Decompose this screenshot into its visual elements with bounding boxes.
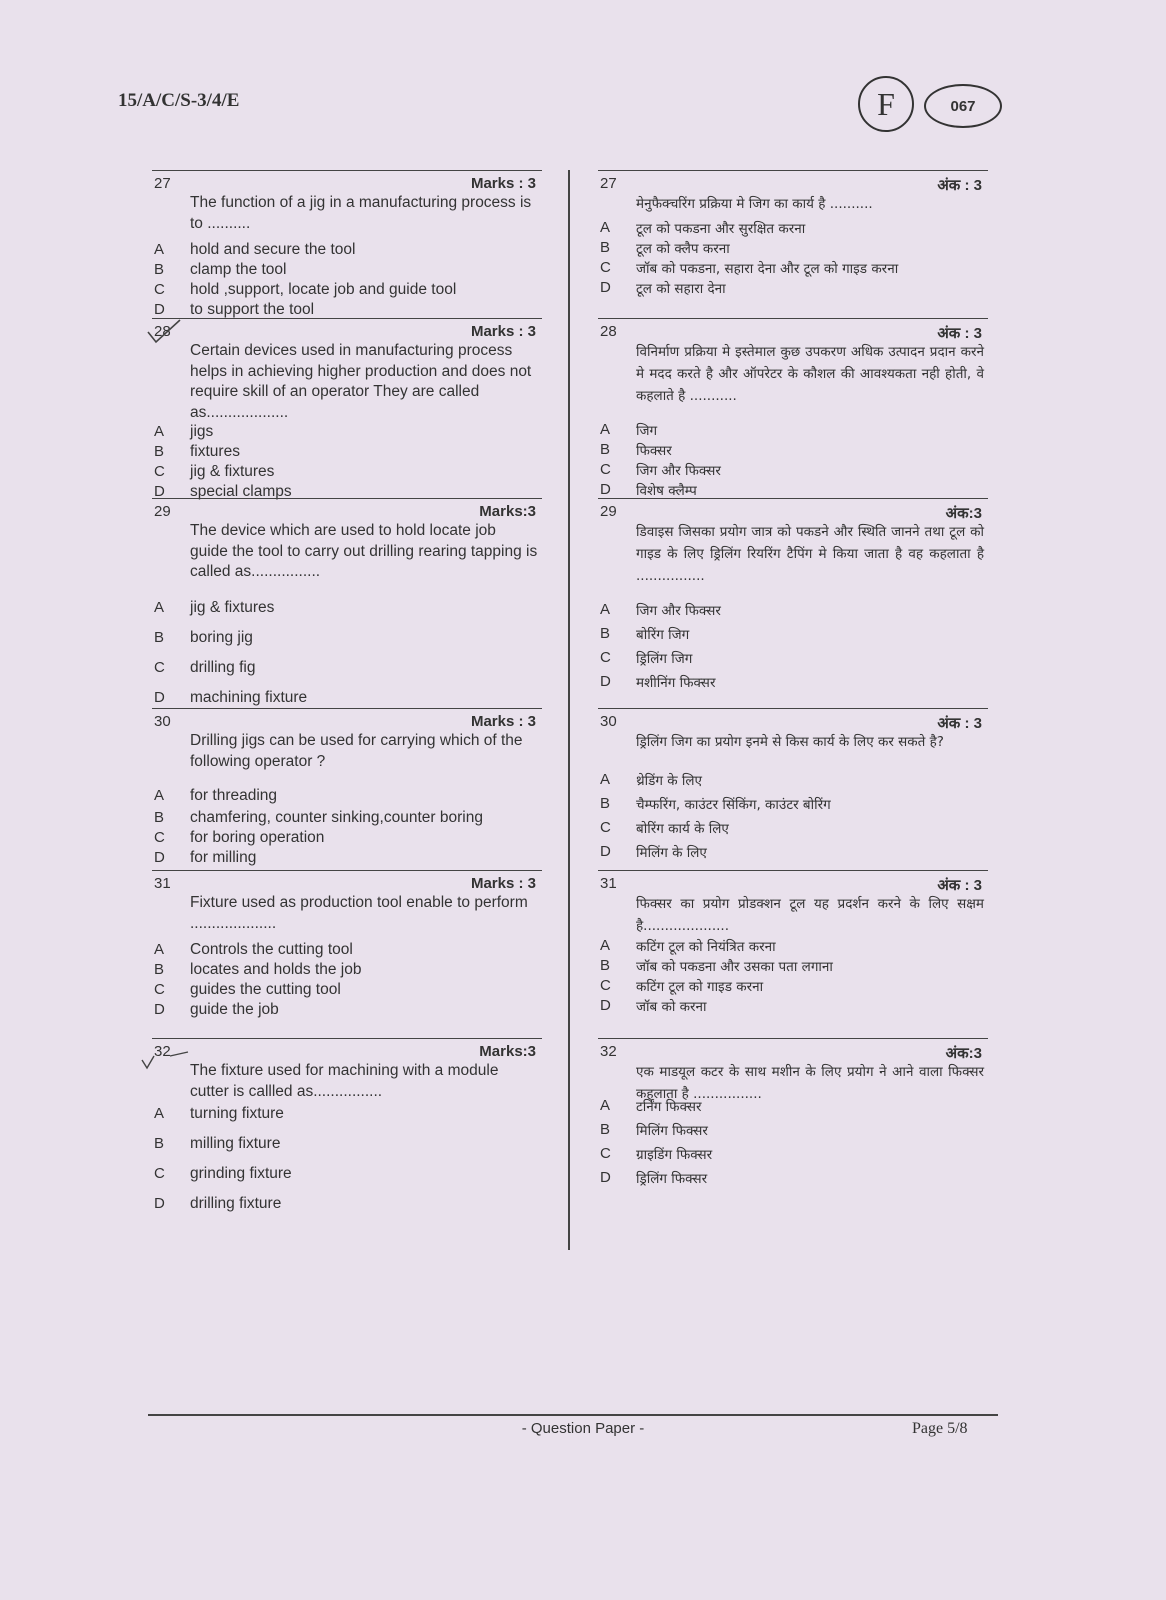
option-text: फिक्सर (636, 443, 672, 459)
question-text: विनिर्माण प्रक्रिया मे इस्तेमाल कुछ उपकरण अधिक उत्पादन प्रदान करने मे मदद करते है और ऑपरेटर के कौशल की आवश्यकता नही होती, वे कहलाते है ........... (636, 344, 984, 404)
option-text: to support the tool (190, 301, 315, 318)
option-c (152, 829, 542, 849)
option-d (598, 997, 988, 1017)
serial-badge: 067 (924, 84, 1002, 128)
question-marks: Marks : 3 (470, 875, 536, 892)
tick-mark-28 (146, 318, 182, 346)
option-d (598, 843, 988, 863)
question-block-31 (152, 870, 542, 1039)
option-letter: C (600, 1145, 611, 1162)
option-text: guides the cutting tool (190, 981, 341, 998)
option-text: टूल को क्लैप करना (636, 241, 730, 257)
option-letter: A (154, 941, 165, 958)
question-number: 27 (154, 175, 171, 192)
question-text: The device which are used to hold locate job guide the tool to carry out drilling rearing tapping is called as................ (190, 522, 538, 580)
option-text: जॉब को करना (636, 999, 707, 1015)
option-letter: D (154, 301, 165, 318)
option-d (598, 279, 988, 299)
option-text: drilling fixture (190, 1195, 282, 1212)
option-text: जॉब को पकडना, सहारा देना और टूल को गाइड करना (636, 261, 899, 277)
question-block-29 (598, 498, 988, 709)
question-marks: अंक:3 (945, 1045, 982, 1062)
option-letter: B (600, 1121, 611, 1138)
question-block-29 (152, 498, 542, 709)
column-divider (568, 170, 570, 1250)
option-letter: A (154, 599, 165, 616)
option-text: ड्रिलिंग फिक्सर (636, 1171, 708, 1187)
option-text: hold and secure the tool (190, 241, 356, 258)
option-b (152, 261, 542, 281)
option-b (598, 239, 988, 259)
option-b (152, 443, 542, 463)
question-marks: अंक:3 (945, 505, 982, 522)
question-text: Fixture used as production tool enable to perform .................... (190, 894, 528, 932)
option-text: बोरिंग कार्य के लिए (636, 821, 729, 837)
option-letter: A (600, 421, 611, 438)
option-text: जिग (636, 423, 658, 439)
option-text: drilling fig (190, 659, 256, 676)
option-letter: B (600, 441, 611, 458)
question-text: Drilling jigs can be used for carrying which of the following operator ? (190, 732, 523, 770)
question-block-28 (598, 318, 988, 499)
option-text: टूल को सहारा देना (636, 281, 726, 297)
option-letter: B (154, 261, 165, 278)
question-marks: अंक : 3 (937, 177, 982, 194)
option-c (152, 1165, 542, 1185)
question-block-32 (598, 1038, 988, 1259)
option-letter: D (600, 1169, 611, 1186)
option-text: जिग और फिक्सर (636, 603, 721, 619)
question-text: मेनुफैक्चरिंग प्रक्रिया मे जिग का कार्य है .......... (636, 196, 873, 212)
option-text: milling fixture (190, 1135, 281, 1152)
option-text: Controls the cutting tool (190, 941, 353, 958)
option-b (152, 1135, 542, 1155)
option-text: locates and holds the job (190, 961, 362, 978)
question-block-28 (152, 318, 542, 499)
option-letter: A (600, 771, 611, 788)
option-text: for boring operation (190, 829, 325, 846)
option-letter: C (154, 981, 165, 998)
option-c (598, 259, 988, 279)
option-text: जिग और फिक्सर (636, 463, 721, 479)
option-text: jig & fixtures (190, 599, 275, 616)
option-letter: A (154, 1105, 165, 1122)
option-text: थ्रेडिंग के लिए (636, 773, 703, 789)
option-letter: D (154, 849, 165, 866)
option-c (152, 463, 542, 483)
option-a (152, 599, 542, 619)
question-number: 31 (600, 875, 617, 892)
question-number: 27 (600, 175, 617, 192)
option-a (598, 937, 988, 957)
option-text: hold ,support, locate job and guide tool (190, 281, 457, 298)
option-a (152, 941, 542, 961)
question-text: The fixture used for machining with a module cutter is callled as................ (190, 1062, 499, 1100)
option-a (152, 423, 542, 443)
option-a (598, 421, 988, 441)
option-letter: D (600, 997, 611, 1014)
option-letter: B (600, 957, 611, 974)
option-b (598, 795, 988, 815)
option-letter: C (600, 977, 611, 994)
option-a (152, 241, 542, 261)
question-marks: अंक : 3 (937, 325, 982, 342)
footer-label: - Question Paper - (521, 1420, 645, 1437)
option-letter: C (154, 463, 165, 480)
question-marks: अंक : 3 (937, 715, 982, 732)
option-text: टूल को पकडना और सुरक्षित करना (636, 221, 806, 237)
option-letter: D (600, 673, 611, 690)
option-b (598, 1121, 988, 1141)
option-a (598, 771, 988, 791)
option-letter: A (600, 937, 611, 954)
question-marks: Marks:3 (479, 503, 536, 520)
question-block-30 (598, 708, 988, 871)
question-number: 31 (154, 875, 171, 892)
question-text: फिक्सर का प्रयोग प्रोडक्शन टूल यह प्रदर्शन करने के लिए सक्षम है.................... (636, 896, 984, 934)
option-text: boring jig (190, 629, 253, 646)
option-letter: D (154, 483, 165, 500)
option-c (598, 461, 988, 481)
question-number: 30 (600, 713, 617, 730)
option-text: बोरिंग जिग (636, 627, 690, 643)
question-number: 32 (600, 1043, 617, 1060)
option-text: clamp the tool (190, 261, 287, 278)
option-text: machining fixture (190, 689, 308, 706)
question-number: 30 (154, 713, 171, 730)
option-text: जॉब को पकडना और उसका पता लगाना (636, 959, 833, 975)
question-number: 29 (154, 503, 171, 520)
option-d (598, 673, 988, 693)
option-text: for threading (190, 787, 278, 804)
option-text: ग्राइडिंग फिक्सर (636, 1147, 713, 1163)
option-c (598, 649, 988, 669)
option-c (152, 981, 542, 1001)
option-text: guide the job (190, 1001, 279, 1018)
question-block-27 (598, 170, 988, 319)
option-letter: B (600, 239, 611, 256)
option-c (152, 659, 542, 679)
option-letter: B (154, 1135, 165, 1152)
question-marks: Marks:3 (479, 1043, 536, 1060)
option-letter: C (154, 829, 165, 846)
option-text: turning fixture (190, 1105, 284, 1122)
option-letter: C (600, 461, 611, 478)
option-letter: A (154, 787, 165, 804)
option-letter: C (600, 649, 611, 666)
question-number: 28 (600, 323, 617, 340)
option-letter: D (600, 481, 611, 498)
option-text: jigs (190, 423, 214, 440)
option-text: कटिंग टूल को नियंत्रित करना (636, 939, 776, 955)
option-letter: D (600, 843, 611, 860)
option-a (598, 601, 988, 621)
option-letter: D (600, 279, 611, 296)
option-d (152, 689, 542, 709)
option-letter: C (154, 1165, 165, 1182)
option-text: टर्निंग फिक्सर (636, 1099, 702, 1115)
option-a (598, 1097, 988, 1117)
question-block-30 (152, 708, 542, 871)
option-b (152, 629, 542, 649)
option-letter: A (154, 241, 165, 258)
question-block-32 (152, 1038, 542, 1259)
option-c (152, 281, 542, 301)
question-text: डिवाइस जिसका प्रयोग जात्र को पकडने और स्थिति जानने तथा टूल को गाइड के लिए ड्रिलिंग रियरिंग टैपिंग मे किया जाता है वह कहलाता है ................ (636, 524, 984, 584)
option-c (598, 1145, 988, 1165)
option-letter: D (154, 689, 165, 706)
option-d (152, 849, 542, 869)
option-letter: B (154, 809, 165, 826)
option-letter: A (600, 601, 611, 618)
option-d (598, 1169, 988, 1189)
option-b (598, 957, 988, 977)
question-block-31 (598, 870, 988, 1039)
option-letter: C (154, 281, 165, 298)
question-text: Certain devices used in manufacturing process helps in achieving higher production and does not require skill of an operator They are called as................... (190, 342, 532, 421)
option-letter: A (600, 1097, 611, 1114)
option-c (598, 977, 988, 997)
option-text: fixtures (190, 443, 240, 460)
option-text: मिलिंग फिक्सर (636, 1123, 708, 1139)
question-block-27 (152, 170, 542, 319)
option-letter: D (154, 1195, 165, 1212)
option-text: कटिंग टूल को गाइड करना (636, 979, 764, 995)
question-marks: Marks : 3 (470, 713, 536, 730)
option-b (598, 625, 988, 645)
option-letter: B (154, 629, 165, 646)
option-letter: B (154, 443, 165, 460)
option-text: विशेष क्लैम्प (636, 483, 697, 499)
question-marks: अंक : 3 (937, 877, 982, 894)
question-text: ड्रिलिंग जिग का प्रयोग इनमे से किस कार्य के लिए कर सकते है? (636, 734, 944, 750)
option-text: jig & fixtures (190, 463, 275, 480)
option-letter: B (600, 625, 611, 642)
tick-mark-32 (140, 1050, 190, 1070)
option-text: special clamps (190, 483, 292, 500)
option-letter: D (154, 1001, 165, 1018)
option-b (152, 961, 542, 981)
option-a (152, 1105, 542, 1125)
option-text: ड्रिलिंग जिग (636, 651, 693, 667)
question-number: 32 (154, 1043, 171, 1060)
page-number: Page 5/8 (912, 1420, 968, 1437)
option-d (152, 1001, 542, 1021)
option-letter: B (600, 795, 611, 812)
option-a (152, 787, 542, 807)
option-letter: B (154, 961, 165, 978)
question-text: The function of a jig in a manufacturing process is to .......... (190, 194, 532, 232)
option-c (598, 819, 988, 839)
option-b (152, 809, 542, 829)
option-letter: C (154, 659, 165, 676)
question-marks: Marks : 3 (470, 175, 536, 192)
option-letter: C (600, 259, 611, 276)
option-text: मिलिंग के लिए (636, 845, 707, 861)
option-letter: A (600, 219, 611, 236)
set-badge: F (858, 76, 914, 132)
question-number: 29 (600, 503, 617, 520)
option-a (598, 219, 988, 239)
footer-rule (148, 1414, 998, 1416)
option-text: for milling (190, 849, 257, 866)
option-text: chamfering, counter sinking,counter boring (190, 809, 483, 826)
option-d (152, 1195, 542, 1215)
question-marks: Marks : 3 (470, 323, 536, 340)
option-text: grinding fixture (190, 1165, 292, 1182)
option-letter: A (154, 423, 165, 440)
paper-code: 15/A/C/S-3/4/E (118, 90, 240, 111)
question-number: 28 (154, 323, 171, 340)
option-letter: C (600, 819, 611, 836)
option-b (598, 441, 988, 461)
option-text: चैम्फरिंग, काउंटर सिंकिंग, काउंटर बोरिंग (636, 797, 831, 813)
question-text: एक माडयूल कटर के साथ मशीन के लिए प्रयोग ने आने वाला फिक्सर कहलाता है ................ (636, 1064, 984, 1102)
option-text: मशीनिंग फिक्सर (636, 675, 716, 691)
